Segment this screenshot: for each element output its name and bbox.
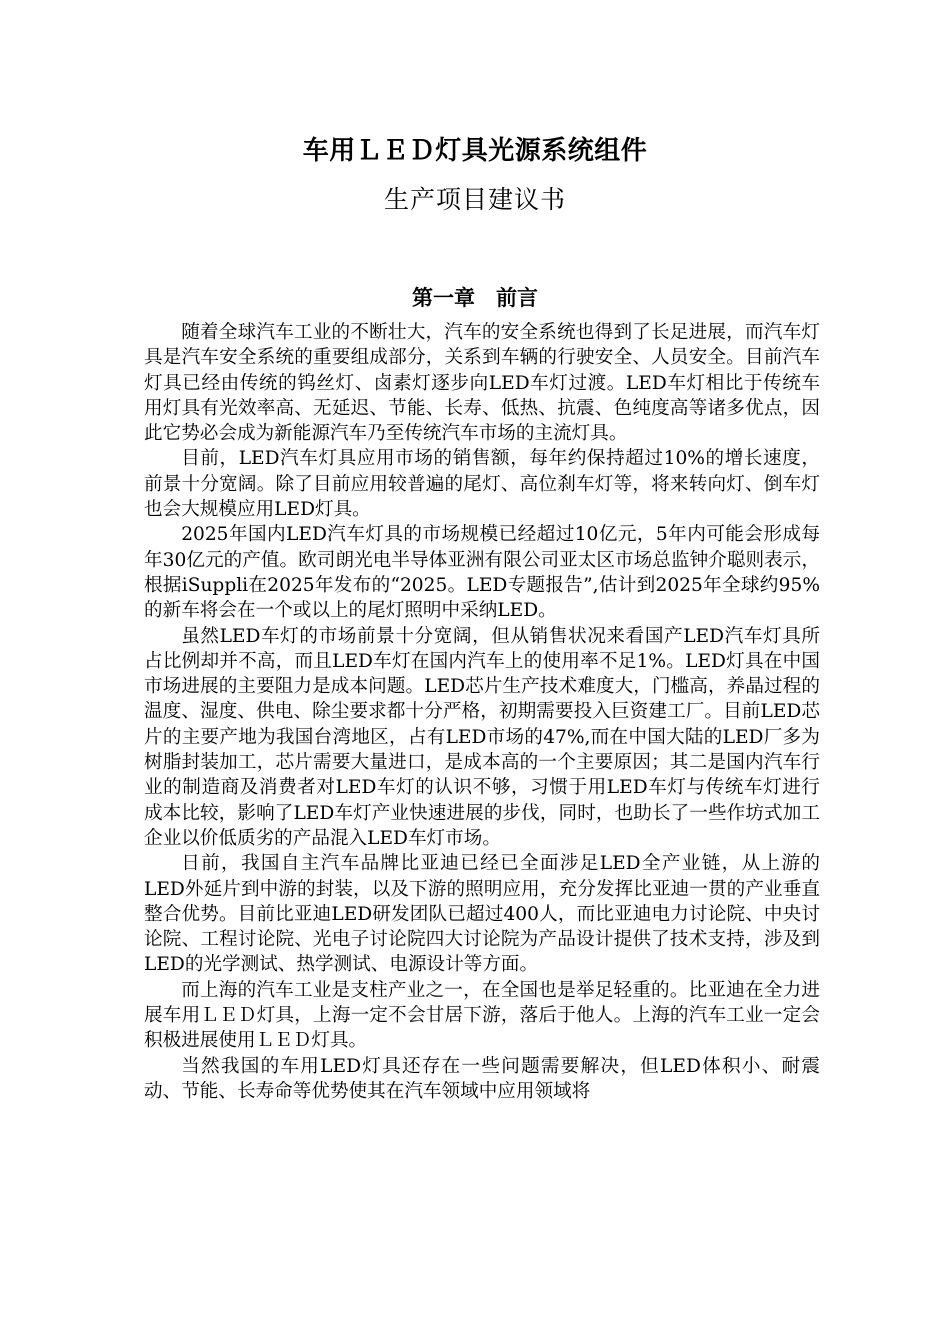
paragraph: 目前，LED汽车灯具应用市场的销售额，每年约保持超过10%的增长速度，前景十分宽阔。除了目前应用较普遍的尾灯、高位刹车灯等，将来转向灯、倒车灯也会大规模应用LED灯具。	[144, 448, 820, 521]
paragraph: 虽然LED车灯的市场前景十分宽阔，但从销售状况来看国产LED汽车灯具所占比例却并不高，而且LED车灯在国内汽车上的使用率不足1%。LED灯具在中国市场进展的主要阻力是成本问题。LED芯片生产技术难度大，门槛高，养晶过程的温度、湿度、供电、除尘要求都十分严格，初期需要投入巨资建工厂。目前LED芯片的主要产地为我国台湾地区，占有LED市场的47%,而在中国大陆的LED厂多为树脂封装加工，芯片需要大量进口，是成本高的一个主要原因；其二是国内汽车行业的制造商及消费者对LED车灯的认识不够，习惯于用LED车灯与传统车灯进行成本比较，影响了LED车灯产业快速进展的步伐，同时，也助长了一些作坊式加工企业以价低质劣的产品混入LED车灯市场。	[144, 625, 820, 849]
paragraph: 2025年国内LED汽车灯具的市场规模已经超过10亿元，5年内可能会形成每年30亿元的产值。欧司朗光电半导体亚洲有限公司亚太区市场总监钟介聪则表示，根据iSuppli在2025年发布的“2025。LED专题报告”,估计到2025年全球约95%的新车将会在一个或以上的尾灯照明中采纳LED。	[144, 524, 820, 622]
paragraph: 当然我国的车用LED灯具还存在一些问题需要解决，但LED体积小、耐震动、节能、长寿命等优势使其在汽车领域中应用领域将	[144, 1055, 820, 1102]
document-title: 车用ＬＥＤ灯具光源系统组件	[302, 136, 648, 166]
paragraph: 而上海的汽车工业是支柱产业之一，在全国也是举足轻重的。比亚迪在全力进展车用ＬＥＤ灯具，上海一定不会甘居下游，落后于他人。上海的汽车工业一定会积极进展使用ＬＥＤ灯具。	[144, 979, 820, 1052]
paragraph: 随着全球汽车工业的不断壮大，汽车的安全系统也得到了长足进展，而汽车灯具是汽车安全系统的重要组成部分，关系到车辆的行驶安全、人员安全。目前汽车灯具已经由传统的钨丝灯、卤素灯逐步向LED车灯过渡。LED车灯相比于传统车用灯具有光效率高、无延迟、节能、长寿、低热、抗震、色纯度高等诸多优点，因此它势必会成为新能源汽车乃至传统汽车市场的主流灯具。	[144, 322, 820, 445]
chapter-heading: 第一章 前言	[412, 286, 538, 310]
paragraph: 日前，我国自主汽车品牌比亚迪已经已全面涉足LED全产业链，从上游的LED外延片到中游的封装，以及下游的照明应用，充分发挥比亚迪一贯的产业垂直整合优势。目前比亚迪LED研发团队已超过400人，而比亚迪电力讨论院、中央讨论院、工程讨论院、光电子讨论院四大讨论院为产品设计提供了技术支持，涉及到LED的光学测试、热学测试、电源设计等方面。	[144, 853, 820, 976]
document-subtitle: 生产项目建议书	[383, 185, 566, 214]
body-text	[144, 320, 820, 1104]
